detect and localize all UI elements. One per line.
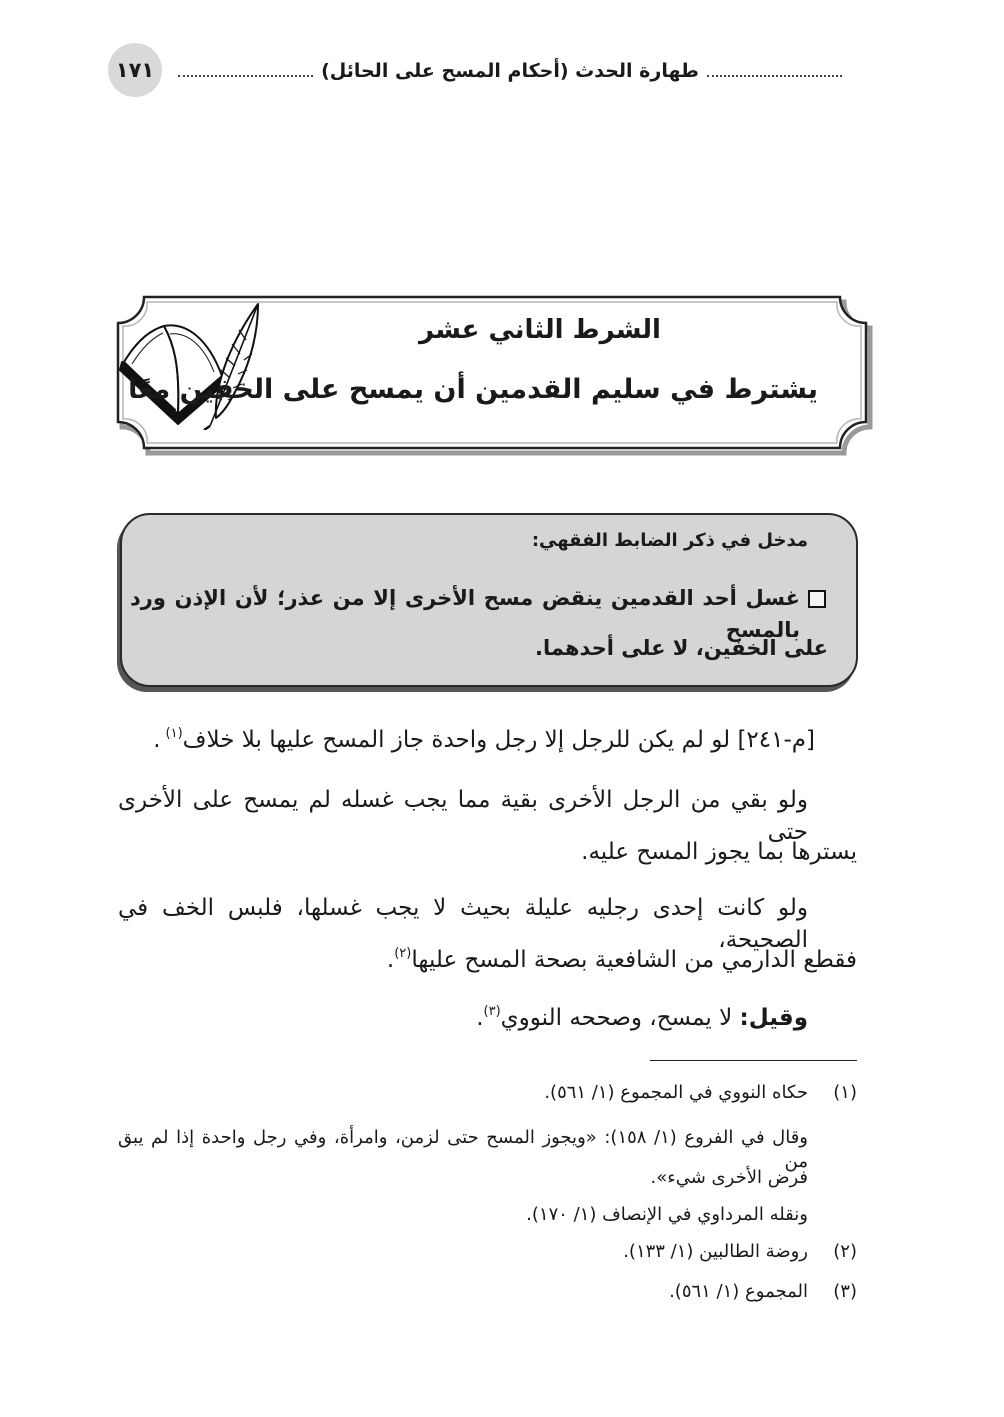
paragraph-end: . <box>153 727 161 753</box>
footnote-number: (١) <box>833 1082 857 1103</box>
body-paragraph-2-line-2: يسترها بما يجوز المسح عليه. <box>581 839 857 865</box>
body-paragraph-3-line-1: ولو كانت إحدى رجليه عليلة بحيث لا يجب غسلها، فلبس الخف في الصحيحة، <box>118 895 808 953</box>
dotted-leader-left <box>178 75 313 77</box>
paragraph-text: لا يمسح، وصححه النووي <box>500 1005 733 1031</box>
condition-heading: الشرط الثاني عشر <box>419 315 661 345</box>
fiqh-rule-box <box>120 513 858 687</box>
paragraph-text: فقطع الدارمي من الشافعية بصحة المسح عليها <box>411 947 857 973</box>
footnote-text: ونقله المرداوي في الإنصاف (١/ ١٧٠). <box>526 1204 808 1225</box>
paragraph-end: . <box>476 1005 484 1031</box>
dotted-leader-right <box>707 75 842 77</box>
square-bullet-icon <box>808 590 826 608</box>
rule-box-line: غسل أحد القدمين ينقض مسح الأخرى إلا من عذر؛ لأن الإذن ورد بالمسح <box>130 586 800 642</box>
footnote-number: (٢) <box>833 1241 857 1262</box>
footnote-text: روضة الطالبين (١/ ١٣٣). <box>623 1241 808 1262</box>
paragraph-text: [م-٢٤١] لو لم يكن للرجل إلا رجل واحدة جاز المسح عليها بلا خلاف <box>182 727 815 753</box>
rule-box-line: على الخفين، لا على أحدهما. <box>535 636 828 660</box>
body-paragraph-3-line-2 <box>387 944 857 976</box>
page-number-text: ١٧١ <box>115 57 155 82</box>
body-paragraph-4 <box>476 1002 808 1034</box>
body-paragraph-2-line-1: ولو بقي من الرجل الأخرى بقية مما يجب غسله لم يمسح على الأخرى حتى <box>118 787 808 845</box>
footnote-text: المجموع (١/ ٥٦١). <box>669 1281 808 1302</box>
running-header <box>178 56 842 86</box>
footnote-number: (٣) <box>833 1281 857 1302</box>
footnote-text: وقال في الفروع (١/ ١٥٨): «ويجوز المسح حتى لزمن، وامرأة، وفي رجل واحدة إذا لم يبق من <box>118 1127 808 1172</box>
paragraph-end: . <box>386 947 395 973</box>
rule-box-label: مدخل في ذكر الضابط الفقهي: <box>531 530 808 551</box>
footnote-separator <box>650 1060 857 1061</box>
footnote-ref: (٢) <box>394 946 412 961</box>
paragraph-lead-word: وقيل: <box>739 1005 808 1031</box>
running-title: طهارة الحدث (أحكام المسح على الحائل) <box>321 60 699 82</box>
footnote-text: حكاه النووي في المجموع (١/ ٥٦١). <box>544 1082 808 1103</box>
footnote-ref: (١) <box>165 726 183 741</box>
footnote-text: فرض الأخرى شيء». <box>650 1167 808 1188</box>
body-paragraph-1 <box>153 724 815 756</box>
footnote-ref: (٣) <box>483 1004 501 1019</box>
condition-subheading: يشترط في سليم القدمين أن يمسح على الخفين معًا <box>128 374 818 405</box>
book-quill-icon <box>118 300 263 430</box>
page-number <box>108 43 162 97</box>
